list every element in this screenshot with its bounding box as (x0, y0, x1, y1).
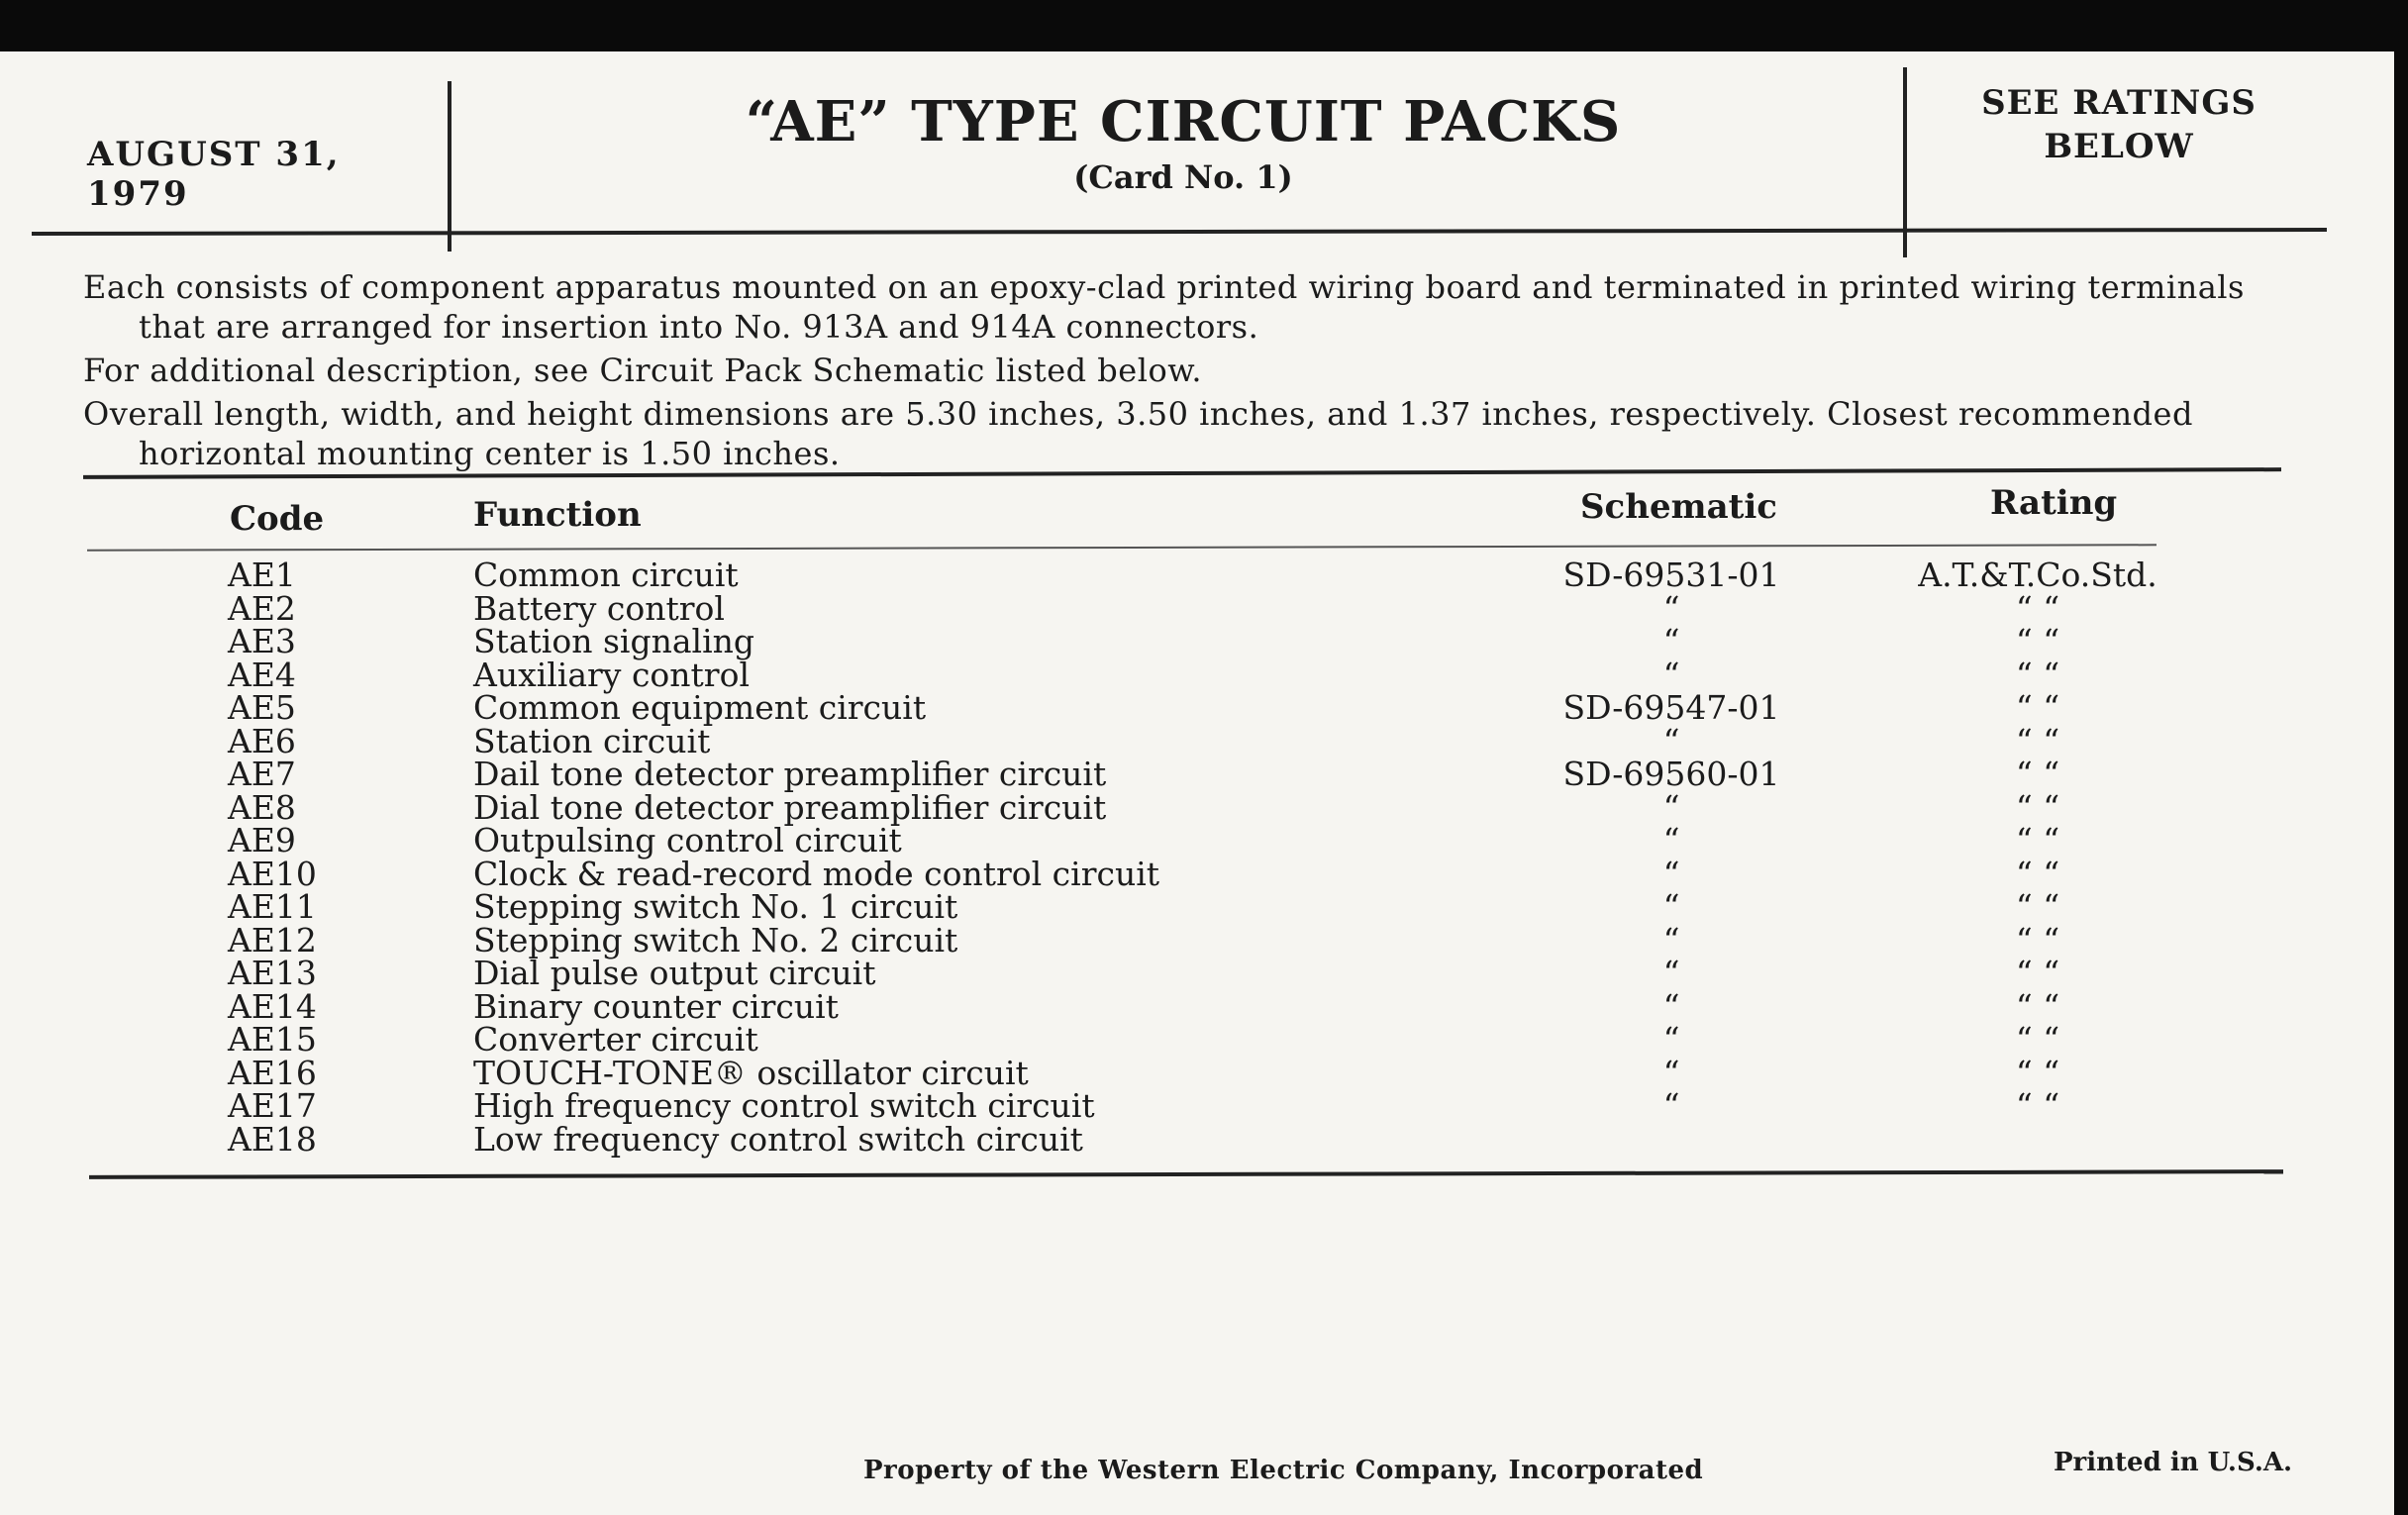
row-code: AE14 (228, 986, 317, 1026)
table-row (228, 1023, 2280, 1057)
row-function: Battery control (473, 588, 725, 628)
row-schematic: “ (1662, 787, 1680, 827)
row-rating (1795, 688, 2280, 727)
row-function: Station signaling (473, 622, 754, 660)
row-rating-text: “ “ (2015, 655, 2060, 694)
row-schematic: “ (1662, 887, 1680, 926)
table-row (228, 691, 2280, 725)
row-schematic: “ (1662, 821, 1680, 859)
ratings-note (1911, 81, 2327, 168)
row-rating (1795, 755, 2280, 793)
row-code: AE6 (228, 721, 296, 760)
row-code: AE9 (228, 821, 296, 859)
row-function: TOUCH-TONE® oscillator circuit (473, 1053, 1029, 1092)
column-header-rating: Rating (1990, 483, 2118, 523)
table-row (228, 1123, 2280, 1157)
row-rating-text: “ “ (2015, 787, 2060, 827)
table-row (228, 725, 2280, 758)
row-rating-text: “ “ (2015, 688, 2060, 727)
row-code: AE7 (228, 755, 296, 793)
row-code: AE3 (228, 622, 296, 660)
row-rating-text: “ “ (2015, 821, 2060, 859)
table-row (228, 592, 2280, 626)
row-function: Dail tone detector preamplifier circuit (473, 755, 1107, 793)
row-rating-text: “ “ (2015, 1086, 2060, 1125)
description-paragraph: Each consists of component apparatus mounted on an epoxy-clad printed wiring board and terminated in printed wiring terminals that are arranged for insertion into No. 913A and 914A connectors. (83, 268, 2245, 346)
table-row (228, 1057, 2280, 1090)
row-function: Auxiliary control (473, 655, 751, 694)
row-rating-text: “ “ (2015, 622, 2060, 660)
row-function: Station circuit (473, 721, 711, 760)
row-function: Low frequency control switch circuit (473, 1119, 1083, 1159)
row-rating (1795, 588, 2280, 628)
column-header-schematic: Schematic (1580, 487, 1777, 527)
row-rating (1795, 558, 2280, 592)
row-rating (1795, 986, 2280, 1026)
row-schematic: “ (1662, 854, 1680, 893)
circuit-pack-table (228, 556, 2280, 1159)
row-rating (1795, 622, 2280, 660)
row-function: Dial pulse output circuit (473, 954, 876, 992)
row-schematic: “ (1662, 954, 1680, 992)
row-schematic: “ (1662, 1053, 1680, 1092)
row-function: Clock & read-record mode control circuit (473, 854, 1160, 893)
row-code: AE2 (228, 588, 296, 628)
row-schematic: “ (1662, 588, 1680, 628)
description (83, 267, 2281, 477)
header-underline (87, 544, 2157, 551)
row-schematic: “ (1662, 622, 1680, 660)
row-code: AE8 (228, 787, 296, 827)
row-rating-text: “ “ (2015, 721, 2060, 760)
row-schematic: “ (1662, 655, 1680, 694)
row-function: Outpulsing control circuit (473, 821, 902, 859)
footer-property: Property of the Western Electric Company, Incorporated (863, 1456, 1704, 1485)
row-schematic (1548, 1123, 1795, 1157)
row-function: Converter circuit (473, 1020, 758, 1059)
row-rating (1795, 655, 2280, 694)
row-code: AE10 (228, 854, 317, 893)
row-rating-text: “ “ (2015, 1020, 2060, 1059)
table-row (228, 558, 2280, 592)
row-rating-text: “ “ (2015, 1053, 2060, 1092)
row-rating-text: “ “ (2015, 920, 2060, 960)
table-row (228, 990, 2280, 1024)
row-code: AE11 (228, 887, 317, 926)
row-rating (1795, 721, 2280, 760)
table-row (228, 1089, 2280, 1123)
row-rating-text: “ “ (2015, 588, 2060, 628)
row-schematic: SD-69547-01 (1562, 688, 1780, 727)
ratings-note-line2: BELOW (2044, 127, 2194, 166)
header-divider-left (448, 81, 452, 252)
table-row (228, 658, 2280, 692)
header-rule (32, 228, 2327, 236)
row-code: AE12 (228, 920, 317, 960)
card-number: (Card No. 1) (1073, 158, 1293, 196)
column-header-code: Code (230, 499, 325, 539)
table-row (228, 791, 2280, 825)
column-header-function: Function (473, 495, 642, 535)
table-row (228, 625, 2280, 658)
row-code: AE15 (228, 1020, 317, 1059)
footer-printed: Printed in U.S.A. (2054, 1448, 2293, 1477)
row-schematic: “ (1662, 986, 1680, 1026)
row-schematic: “ (1662, 721, 1680, 760)
row-function: High frequency control switch circuit (473, 1086, 1095, 1125)
row-function: Stepping switch No. 2 circuit (473, 920, 958, 960)
row-function: Common equipment circuit (473, 688, 927, 727)
table-row (228, 890, 2280, 924)
row-function: Dial tone detector preamplifier circuit (473, 787, 1107, 827)
row-rating-text: “ “ (2015, 887, 2060, 926)
row-rating-text: “ “ (2015, 854, 2060, 893)
row-rating (1795, 1123, 2280, 1157)
row-schematic: “ (1662, 1020, 1680, 1059)
row-schematic: SD-69531-01 (1562, 556, 1780, 594)
row-schematic: “ (1662, 1086, 1680, 1125)
row-rating (1795, 954, 2280, 992)
table-row (228, 957, 2280, 990)
row-schematic: “ (1662, 920, 1680, 960)
row-rating-text: “ “ (2015, 954, 2060, 992)
card-date: AUGUST 31, 1979 (87, 135, 341, 214)
row-rating (1795, 1020, 2280, 1059)
row-code: AE5 (228, 688, 296, 727)
row-schematic: SD-69560-01 (1562, 755, 1780, 793)
circuit-pack-card (0, 51, 2394, 1515)
row-code: AE16 (228, 1053, 317, 1092)
row-function: Stepping switch No. 1 circuit (473, 887, 958, 926)
table-row (228, 858, 2280, 891)
row-rating-text: A.T.&T.Co.Std. (1918, 556, 2157, 594)
row-code: AE18 (228, 1119, 317, 1159)
description-paragraph: For additional description, see Circuit Pack Schematic listed below. (83, 352, 1202, 389)
row-rating-text: “ “ (2015, 755, 2060, 793)
row-rating (1795, 821, 2280, 859)
row-rating (1795, 854, 2280, 893)
table-row (228, 824, 2280, 858)
table-row (228, 758, 2280, 791)
row-rating (1795, 887, 2280, 926)
table-row (228, 924, 2280, 958)
row-code: AE4 (228, 655, 296, 694)
description-paragraph: Overall length, width, and height dimensions are 5.30 inches, 3.50 inches, and 1.37 inches, respectively. Closest recommended horizontal mounting center is 1.50 inches. (83, 395, 2193, 472)
row-function: Common circuit (473, 556, 739, 594)
row-code: AE1 (228, 556, 296, 594)
row-rating-text: “ “ (2015, 986, 2060, 1026)
card-title: “AE” TYPE CIRCUIT PACKS (745, 89, 1622, 154)
row-rating (1795, 1086, 2280, 1125)
row-rating (1795, 787, 2280, 827)
row-rating (1795, 920, 2280, 960)
ratings-note-line1: SEE RATINGS (1981, 83, 2257, 123)
table-bottom-rule (89, 1169, 2283, 1179)
row-code: AE17 (228, 1086, 317, 1125)
row-code: AE13 (228, 954, 317, 992)
row-function: Binary counter circuit (473, 986, 839, 1026)
row-rating (1795, 1053, 2280, 1092)
